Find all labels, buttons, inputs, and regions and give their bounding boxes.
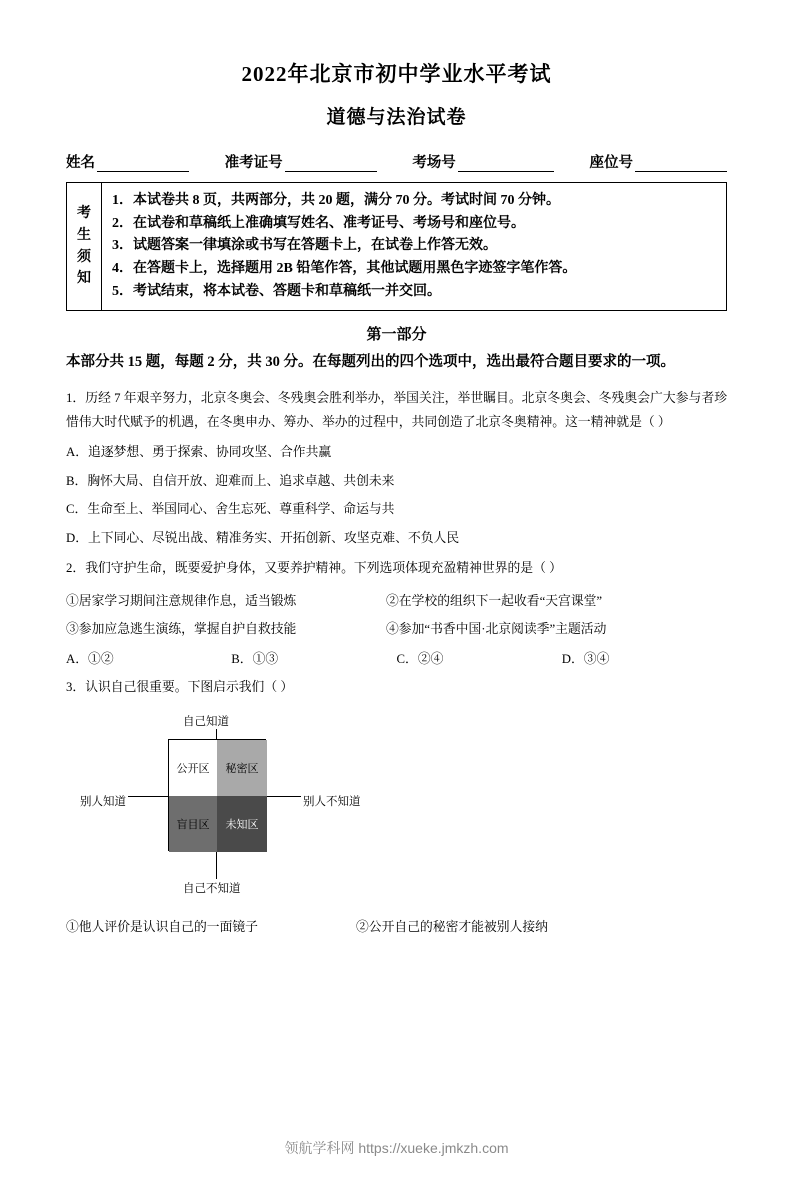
johari-window-diagram bbox=[0, 713, 793, 898]
question-2-choice-d[interactable]: D．③④ bbox=[561, 651, 610, 666]
diagram-left-connector bbox=[128, 796, 168, 797]
notice-item-4: 4．在答题卡上，选择题用 2B 铅笔作答，其他试题用黑色字迹签字笔作答。 bbox=[112, 261, 577, 277]
exam-number-blank[interactable] bbox=[285, 156, 377, 172]
notice-item-1: 1．本试卷共 8 页，共两部分，共 20 题，满分 70 分。考试时间 70 分钟。 bbox=[112, 193, 560, 208]
exam-number-label: 准考证号 bbox=[224, 155, 283, 171]
question-1-stem: 1．历经 7 年艰辛努力，北京冬奥会、冬残奥会胜利举办，举国关注，举世瞩目。北京冬奥会、冬残奥会广大参与者珍惜伟大时代赋予的机遇，在冬奥申办、筹办、举办的过程中，共同创造了北京冬奥精神。这一精神就是（ ） bbox=[66, 390, 727, 429]
exam-page bbox=[0, 58, 793, 1180]
notice-label-char-3: 须 bbox=[77, 249, 91, 265]
name-label: 姓名 bbox=[66, 155, 95, 171]
exam-number-field[interactable] bbox=[225, 151, 377, 172]
identification-line bbox=[66, 151, 727, 172]
candidate-notice-box bbox=[66, 182, 727, 311]
diagram-quadrant-open: 公开区 bbox=[169, 740, 217, 796]
part-one-description: 本部分共 15 题，每题 2 分，共 30 分。在每题列出的四个选项中，选出最符合题目要求的一项。 bbox=[66, 354, 675, 371]
diagram-right-label: 别人不知道 bbox=[303, 796, 361, 809]
notice-item-5: 5．考试结束，将本试卷、答题卡和草稿纸一并交回。 bbox=[112, 283, 441, 299]
question-1-option-b[interactable]: B．胸怀大局、自信开放、迎难而上、追求卓越、共创未来 bbox=[66, 473, 395, 488]
question-3-statement-2: ②公开自己的秘密才能被别人接纳 bbox=[356, 920, 548, 935]
diagram-grid bbox=[168, 739, 266, 851]
seat-number-blank[interactable] bbox=[635, 156, 727, 172]
diagram-quadrant-blind: 盲目区 bbox=[169, 796, 217, 852]
question-2-stem: 2．我们守护生命，既要爱护身体，又要养护精神。下列选项体现充盈精神世界的是（ ） bbox=[66, 561, 562, 576]
candidate-notice-label bbox=[67, 183, 102, 310]
candidate-notice-items bbox=[102, 183, 726, 310]
name-field[interactable] bbox=[66, 151, 189, 172]
notice-label-char-2: 生 bbox=[77, 227, 91, 243]
question-2-subopts-row-2 bbox=[66, 618, 727, 637]
diagram-quadrant-unknown: 未知区 bbox=[217, 796, 267, 852]
name-blank[interactable] bbox=[97, 156, 189, 172]
question-2-choice-a[interactable]: A．①② bbox=[66, 651, 114, 666]
notice-item-2: 2．在试卷和草稿纸上准确填写姓名、准考证号、考场号和座位号。 bbox=[112, 215, 525, 231]
room-number-label: 考场号 bbox=[412, 155, 456, 171]
notice-item-3: 3．试题答案一律填涂或书写在答题卡上，在试卷上作答无效。 bbox=[112, 238, 497, 254]
diagram-right-connector bbox=[266, 796, 301, 797]
question-1-option-a[interactable]: A．追逐梦想、勇于探索、协同攻坚、合作共赢 bbox=[66, 445, 332, 460]
question-3-stem: 3．认识自己很重要。下图启示我们（ ） bbox=[66, 679, 294, 694]
question-2-choice-c[interactable]: C．②④ bbox=[396, 651, 444, 666]
seat-number-label: 座位号 bbox=[589, 155, 633, 171]
part-one-heading: 第一部分 bbox=[366, 327, 427, 344]
question-2-choice-b[interactable]: B．①③ bbox=[231, 651, 279, 666]
room-number-field[interactable] bbox=[412, 151, 554, 172]
question-1-option-c[interactable]: C．生命至上、举国同心、舍生忘死、尊重科学、命运与共 bbox=[66, 502, 395, 517]
notice-label-char-1: 考 bbox=[77, 206, 91, 222]
question-2-choices bbox=[66, 648, 727, 667]
question-2-subopt-3: ③参加应急逃生演练，掌握自护自救技能 bbox=[66, 621, 297, 636]
question-2-subopts-row-1 bbox=[66, 590, 727, 609]
page-title: 2022年北京市初中学业水平考试 bbox=[241, 62, 552, 86]
question-2-subopt-4: ④参加“书香中国·北京阅读季”主题活动 bbox=[386, 621, 607, 636]
notice-label-char-4: 知 bbox=[77, 271, 91, 287]
question-3-statements bbox=[66, 916, 727, 935]
question-2-subopt-2: ②在学校的组织下一起收看“天宫课堂” bbox=[386, 593, 603, 608]
question-2-subopt-1: ①居家学习期间注意规律作息，适当锻炼 bbox=[66, 593, 297, 608]
room-number-blank[interactable] bbox=[458, 156, 554, 172]
seat-number-field[interactable] bbox=[589, 151, 727, 172]
question-1-option-d[interactable]: D．上下同心、尽锐出战、精准务实、开拓创新、攻坚克难、不负人民 bbox=[66, 530, 460, 545]
page-subtitle: 道德与法治试卷 bbox=[326, 107, 467, 128]
diagram-left-label: 别人知道 bbox=[80, 796, 126, 809]
diagram-quadrant-secret: 秘密区 bbox=[217, 740, 267, 796]
diagram-bottom-label: 自己不知道 bbox=[183, 883, 241, 896]
diagram-top-label: 自己知道 bbox=[183, 716, 229, 729]
question-3-statement-1: ①他人评价是认识自己的一面镜子 bbox=[66, 920, 258, 935]
footer-watermark: 领航学科网 https://xueke.jmkzh.com bbox=[284, 1140, 509, 1156]
